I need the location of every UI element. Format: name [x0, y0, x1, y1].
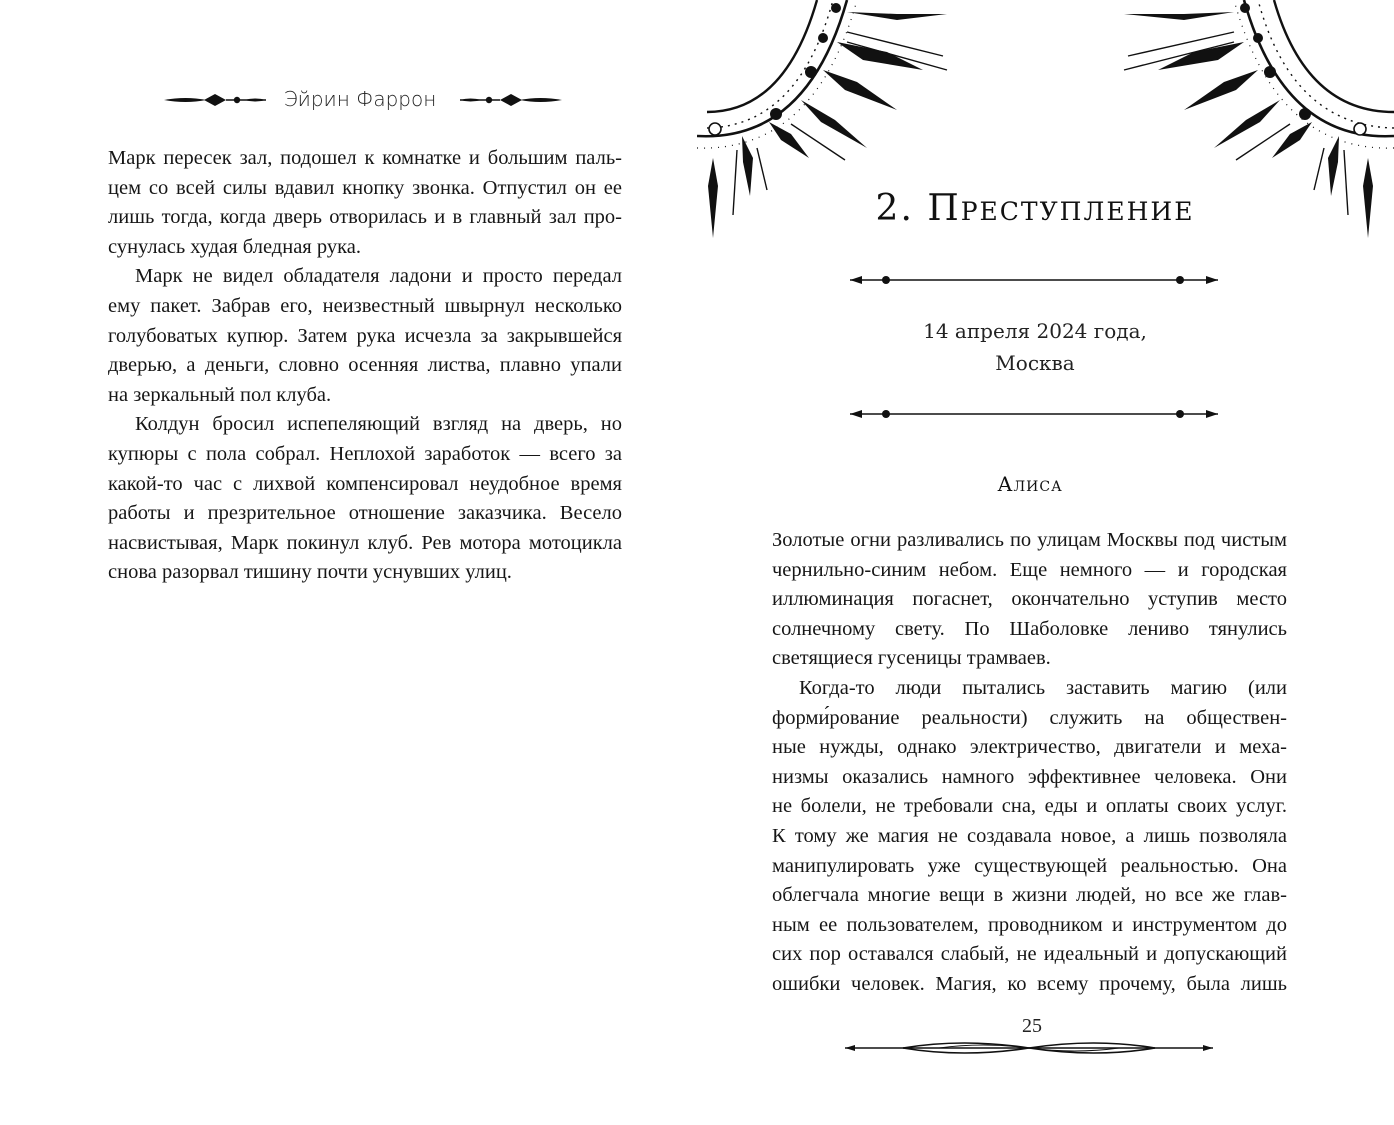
text-line: светящиеся гусеницы трамваев. [772, 647, 1051, 670]
text-line: насвистывая, Марк покинул клуб. Рев мотора мотоцикла [108, 531, 622, 554]
author-name: Эйрин Фаррон [283, 87, 437, 111]
text-line: сих пор оставался слабый, не идеальный и допускающий [772, 943, 1287, 966]
text-line: ему пакет. Забрав его, неизвестный швырнул несколько [108, 294, 622, 317]
chapter-title: 2. Преступление [875, 188, 1195, 229]
text-line: снова разорвал тишину почти уснувших улиц. [108, 561, 512, 584]
text-line: К тому же магия не создавала новое, а лишь позволяла [772, 824, 1287, 847]
text-line: манипулировать уже существующей реальностью. Она [772, 854, 1287, 877]
text-line: ным ее пользователем, проводником и инструментом до [772, 913, 1287, 936]
text-line: Когда-то люди пытались заставить магию (или [799, 676, 1287, 699]
text-line: на зеркальный пол клуба. [108, 383, 332, 406]
text-line: Марк пересек зал, подошел к комнатке и большим паль- [108, 147, 622, 169]
text-line: цем со всей силы вдавил кнопку звонка. Отпустил он ее [108, 176, 622, 199]
text-line: купюры с пола собрал. Неплохой заработок — всего за [108, 442, 622, 465]
city-line: Москва [995, 351, 1075, 375]
divider-bottom [848, 406, 1220, 422]
running-header [160, 84, 560, 114]
text-line: Золотые огни разливались по улицам Москвы под чистым [772, 529, 1287, 551]
divider-top [848, 272, 1220, 288]
text-line: ошибки человек. Магия, ко всему прочему, была лишь [772, 972, 1287, 995]
page-number: 25 [1022, 1015, 1042, 1037]
text-line: дверью, а деньги, словно осенняя листва, плавно упали [108, 354, 622, 377]
text-line: чернильно-синим небом. Еще немного — и городская [772, 558, 1287, 581]
text-line: низмы оказались намного эффективнее человека. Они [772, 765, 1287, 788]
right-body-text [772, 526, 1287, 1000]
section-title: Алиса [997, 472, 1063, 496]
header-ornament-right [456, 90, 566, 110]
text-line: форми́рование реальности) служить на обществен- [772, 706, 1287, 729]
text-line: не болели, не требовали сна, еды и оплаты своих услуг. [772, 795, 1287, 818]
text-line: облегчала многие вещи в жизни людей, но все же глав- [772, 884, 1287, 907]
text-line: сунулась худая бледная рука. [108, 235, 361, 258]
text-line: какой-то час с лихвой компенсировал неудобное время [108, 472, 622, 495]
text-line: ные нужды, однако электричество, двигатели и меха- [772, 736, 1287, 759]
left-body-text [108, 144, 622, 588]
text-line: иллюминация погаснет, окончательно уступив место [772, 588, 1287, 611]
text-line: лишь тогда, когда дверь отворилась и в главный зал про- [108, 206, 622, 229]
text-line: работы и презрительное отношение заказчика. Весело [108, 502, 622, 525]
text-line: голубоватых купюр. Затем рука исчезла за закрывшейся [108, 324, 622, 347]
date-line: 14 апреля 2024 года, [923, 319, 1147, 343]
page-number-flourish [843, 1036, 1215, 1060]
text-line: солнечному свету. По Шаболовке лениво тянулись [772, 617, 1287, 640]
text-line: Колдун бросил испепеляющий взгляд на дверь, но [135, 413, 622, 436]
text-line: Марк не видел обладателя ладони и просто передал [135, 265, 622, 288]
